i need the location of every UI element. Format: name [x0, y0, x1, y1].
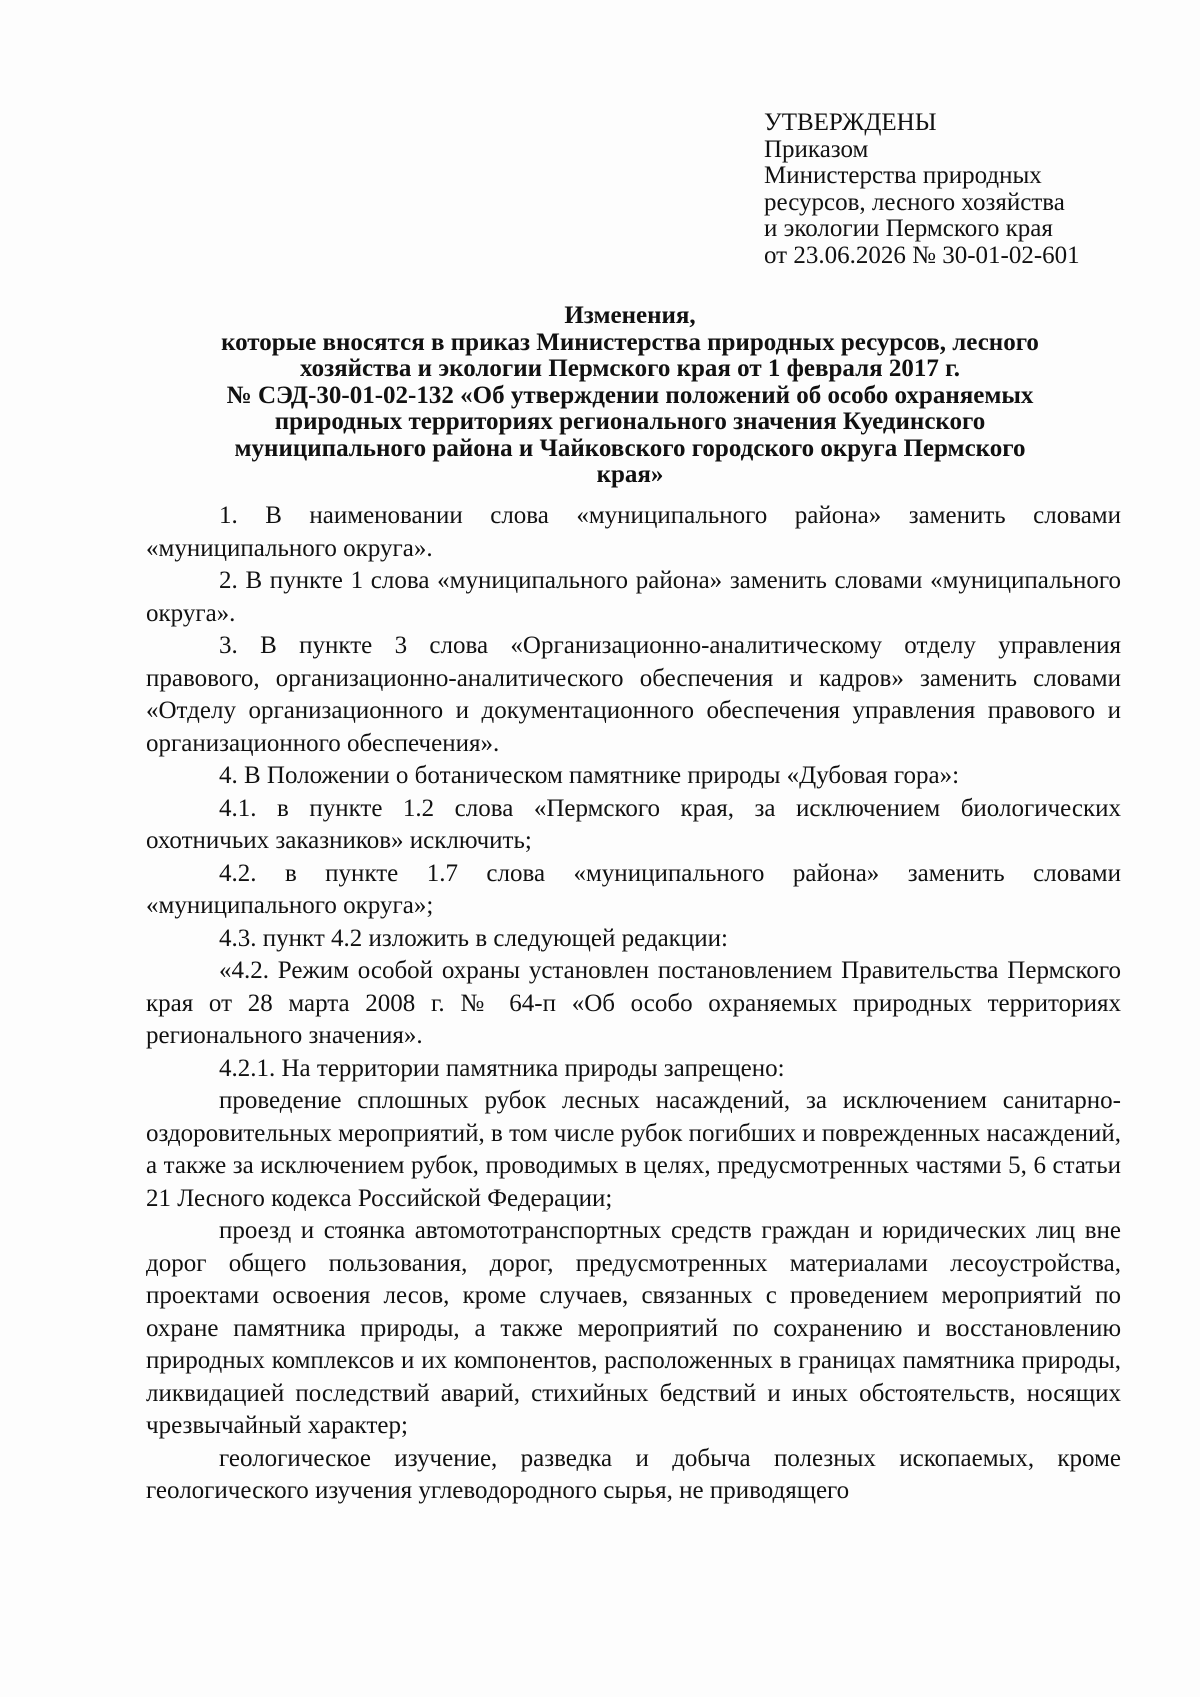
paragraph-item-4-3: 4.3. пункт 4.2 изложить в следующей редакции: — [219, 924, 728, 952]
paragraph-item-3: 3. В пункте 3 слова «Организационно-аналитическому отделу управления правового, организационно-аналитического обеспечения и кадров» заменить словами «Отделу организационного и документационного обеспечения управления правового и организационного обеспечения». — [146, 632, 1121, 757]
approval-line: Министерства природных — [764, 162, 1042, 189]
paragraph-4-2-1: 4.2.1. На территории памятника природы запрещено: — [219, 1054, 785, 1082]
paragraph-item-4-1: 4.1. в пункте 1.2 слова «Пермского края, за исключением биологических охотничьих заказников» исключить; — [146, 794, 1121, 854]
approval-line: Приказом — [764, 135, 869, 163]
paragraph-item-1: 1. В наименовании слова «муниципального района» заменить словами «муниципального округа». — [146, 502, 1121, 562]
title-line: муниципального района и Чайковского городского округа Пермского — [234, 434, 1026, 462]
document-body — [146, 500, 1121, 1508]
approval-line: от 23.06.2026 № 30-01-02-601 — [764, 241, 1080, 269]
paragraph-prohibition-geology: геологическое изучение, разведка и добыча полезных ископаемых, кроме геологического изучения углеводородного сырья, не приводящего — [146, 1444, 1121, 1504]
paragraph-item-4: 4. В Положении о ботаническом памятнике природы «Дубовая гора»: — [219, 762, 960, 789]
title-line: Изменения, — [564, 302, 696, 329]
title-line: № СЭД-30-01-02-132 «Об утверждении положений об особо охраняемых — [226, 381, 1034, 409]
title-line: которые вносятся в приказ Министерства природных ресурсов, лесного — [221, 328, 1039, 356]
paragraph-new-4-2: «4.2. Режим особой охраны установлен постановлением Правительства Пермского края от 28 марта 2008 г. № 64-п «Об особо охраняемых природных территориях регионального значения». — [146, 957, 1121, 1049]
document-title — [150, 303, 1110, 489]
title-line: хозяйства и экологии Пермского края от 1 февраля 2017 г. — [300, 355, 960, 382]
title-line: природных территориях регионального значения Куединского — [274, 408, 986, 435]
approval-line: ресурсов, лесного хозяйства — [764, 188, 1065, 216]
approval-line: и экологии Пермского края — [764, 215, 1053, 242]
approval-block — [764, 110, 1184, 269]
paragraph-item-4-2: 4.2. в пункте 1.7 слова «муниципального района» заменить словами «муниципального округа»; — [146, 859, 1121, 919]
paragraph-prohibition-logging: проведение сплошных рубок лесных насаждений, за исключением санитарно-оздоровительных мероприятий, в том числе рубок погибших и поврежденных насаждений, а также за исключением рубок, проводимых в целях, предусмотренных частями 5, 6 статьи 21 Лесного кодекса Российской Федерации; — [146, 1087, 1121, 1212]
approval-line: УТВЕРЖДЕНЫ — [764, 109, 937, 136]
paragraph-prohibition-vehicles: проезд и стоянка автомототранспортных средств граждан и юридических лиц вне дорог общего пользования, дорог, предусмотренных материалами лесоустройства, проектами освоения лесов, кроме случаев, связанных с проведением мероприятий по охране памятника природы, а также мероприятий по сохранению и восстановлению природных комплексов и их компонентов, расположенных в границах памятника природы, ликвидацией последствий аварий, стихийных бедствий и иных обстоятельств, носящих чрезвычайный характер; — [146, 1217, 1121, 1439]
title-line: края» — [596, 461, 664, 488]
paragraph-item-2: 2. В пункте 1 слова «муниципального района» заменить словами «муниципального округа». — [146, 567, 1121, 627]
